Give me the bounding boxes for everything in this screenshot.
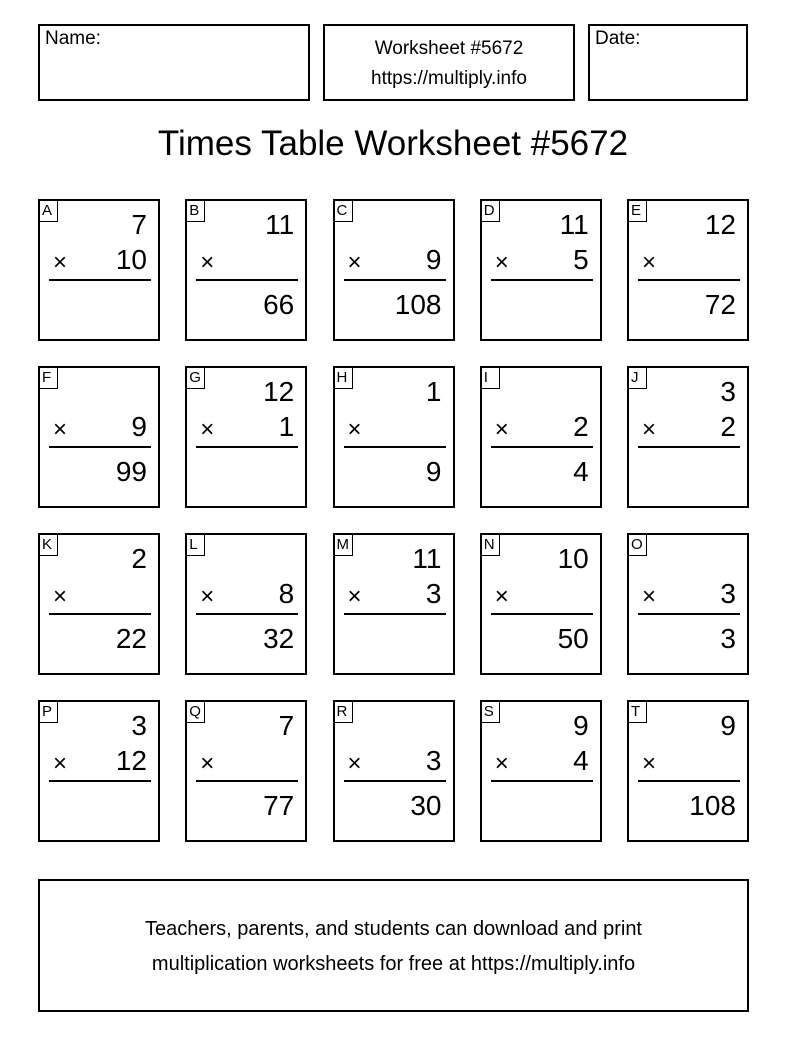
multiplicand: 11 [412,543,442,574]
product: 50 [557,623,589,654]
problem-label: P [38,700,58,723]
problem-card [333,199,455,341]
multiplicand: 11 [265,209,295,240]
product: 22 [115,623,147,654]
multiplicand: 1 [425,376,442,407]
problem-card [627,533,749,675]
times-sign: × [347,750,362,777]
problem-grid [38,199,749,842]
answer-line [491,780,593,782]
problem-label: F [38,366,58,389]
multiplicand: 3 [131,710,147,741]
multiplier: 2 [720,411,736,442]
times-sign: × [642,416,657,443]
product: 32 [263,623,295,654]
multiplicand: 12 [704,209,736,240]
answer-line [344,613,446,615]
answer-line [638,279,740,281]
answer-line [638,613,740,615]
product: 4 [573,456,589,487]
answer-line [638,446,740,448]
problem-label: B [185,199,205,222]
times-sign: × [53,583,68,610]
multiplicand: 10 [557,543,589,574]
problem-label: J [627,366,647,389]
times-sign: × [494,583,509,610]
footer-box [38,879,749,1012]
times-sign: × [53,249,68,276]
multiplier: 9 [131,411,147,442]
date-field [588,24,748,101]
answer-line [49,780,151,782]
problem-card [480,199,602,341]
multiplicand: 11 [559,209,589,240]
answer-line [196,613,298,615]
times-sign: × [494,750,509,777]
times-sign: × [347,583,362,610]
problem-card [627,700,749,842]
times-sign: × [494,416,509,443]
times-sign: × [347,416,362,443]
multiplier: 4 [573,745,589,776]
multiplier: 5 [573,244,589,275]
product: 108 [689,790,736,821]
problem-card [333,700,455,842]
multiplier: 8 [278,578,295,609]
problem-label: D [480,199,500,222]
answer-line [196,446,298,448]
answer-line [638,780,740,782]
product: 77 [263,790,295,821]
worksheet-number: Worksheet #5672 [374,38,524,59]
product: 9 [425,456,442,487]
problem-card [627,366,749,508]
problem-card [480,700,602,842]
problem-label: E [627,199,647,222]
times-sign: × [200,750,215,777]
problem-card [185,533,307,675]
multiplier: 3 [720,578,736,609]
problem-label: N [480,533,500,556]
name-label: Name: [45,28,101,49]
answer-line [49,446,151,448]
problem-label: R [333,700,353,723]
answer-line [491,613,593,615]
answer-line [49,613,151,615]
problem-label: K [38,533,58,556]
page-title: Times Table Worksheet #5672 [157,124,629,163]
multiplier: 3 [425,745,442,776]
times-sign: × [200,249,215,276]
footer-line-2: multiplication worksheets for free at https://multiply.info [151,953,636,975]
problem-label: Q [185,700,205,723]
times-sign: × [53,750,68,777]
multiplicand: 2 [131,543,147,574]
problem-label: L [185,533,205,556]
answer-line [196,279,298,281]
answer-line [344,780,446,782]
footer-line-1: Teachers, parents, and students can download and print [145,918,642,940]
problem-card [185,366,307,508]
multiplier: 9 [425,244,442,275]
product: 66 [263,289,295,320]
times-sign: × [494,249,509,276]
product: 30 [410,790,442,821]
product: 3 [720,623,736,654]
problem-card [333,533,455,675]
problem-card [185,700,307,842]
multiplicand: 9 [720,710,736,741]
multiplier: 12 [115,745,147,776]
problem-label: A [38,199,58,222]
answer-line [491,279,593,281]
problem-label: H [333,366,353,389]
answer-line [344,446,446,448]
problem-card [38,366,160,508]
problem-card [627,199,749,341]
times-sign: × [642,249,657,276]
problem-card [185,199,307,341]
multiplier: 1 [278,411,295,442]
problem-label: C [333,199,353,222]
multiplier: 2 [573,411,589,442]
times-sign: × [53,416,68,443]
problem-label: S [480,700,500,723]
worksheet-url: https://multiply.info [371,68,527,89]
problem-label: G [185,366,205,389]
multiplicand: 7 [131,209,147,240]
problem-label: M [333,533,353,556]
name-field [38,24,310,101]
product: 99 [115,456,147,487]
product: 108 [394,289,442,320]
multiplier: 3 [425,578,442,609]
multiplicand: 12 [263,376,295,407]
answer-line [344,279,446,281]
answer-line [491,446,593,448]
problem-card [38,700,160,842]
problem-card [480,366,602,508]
problem-label: T [627,700,647,723]
worksheet-info-box [323,24,575,101]
times-sign: × [200,416,215,443]
problem-label: O [627,533,647,556]
multiplicand: 3 [720,376,736,407]
problem-card [38,199,160,341]
times-sign: × [347,249,362,276]
multiplicand: 9 [573,710,589,741]
answer-line [196,780,298,782]
multiplier: 10 [115,244,147,275]
problem-card [480,533,602,675]
multiplicand: 7 [278,710,295,741]
product: 72 [704,289,736,320]
problem-card [38,533,160,675]
times-sign: × [200,583,215,610]
date-label: Date: [595,28,641,49]
times-sign: × [642,750,657,777]
answer-line [49,279,151,281]
problem-label: I [480,366,500,389]
times-sign: × [642,583,657,610]
problem-card [333,366,455,508]
